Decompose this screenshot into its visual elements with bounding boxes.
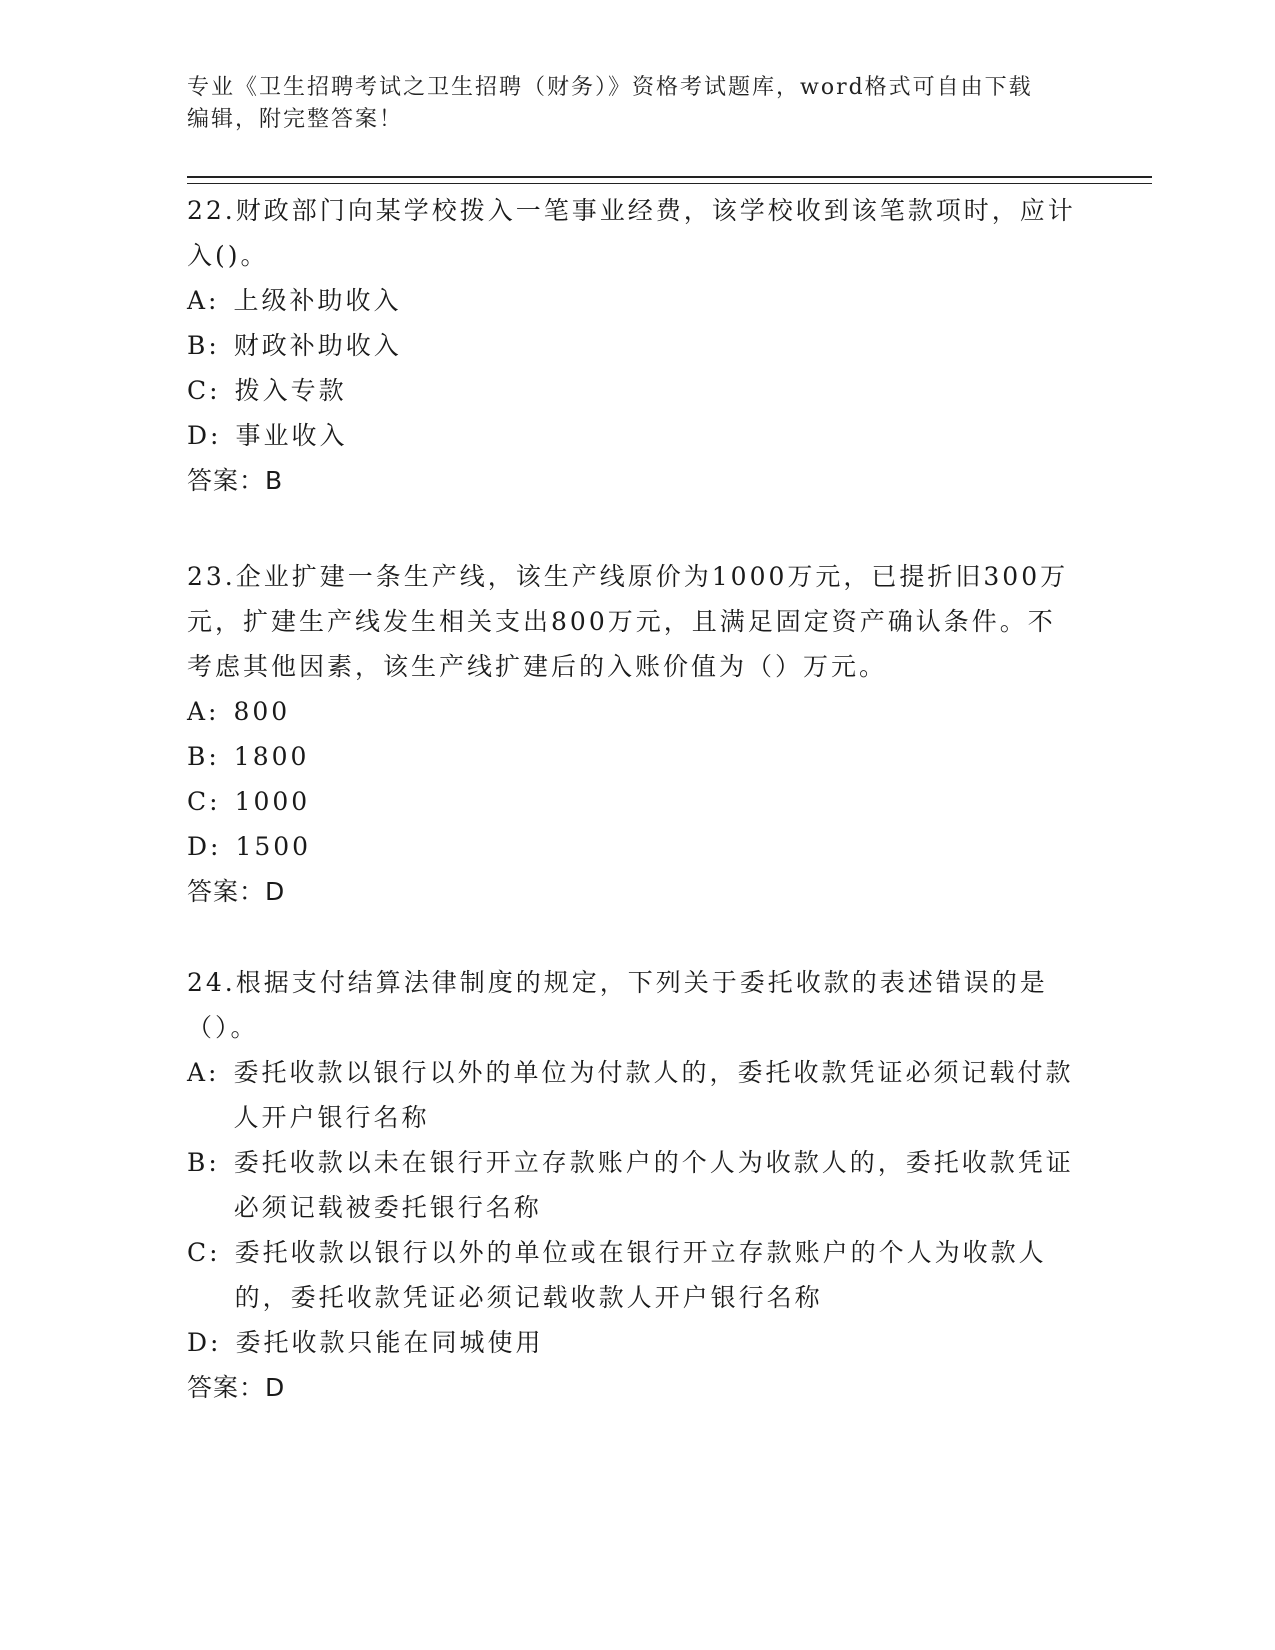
option-letter: C: [187, 376, 221, 405]
option-a [187, 689, 1077, 734]
question-stem: 23.企业扩建一条生产线，该生产线原价为1000万元，已提折旧300万元，扩建生产线发生相关支出800万元，且满足固定资产确认条件。不考虑其他因素，该生产线扩建后的入账价值为（）万元。 [187, 562, 1069, 681]
question-24 [187, 960, 1077, 1410]
option-letter: B: [187, 331, 220, 360]
option-c [187, 368, 1077, 413]
option-text: 1800 [233, 742, 310, 771]
option-text: 事业收入 [235, 421, 348, 450]
option-text: 上级补助收入 [233, 286, 402, 315]
option-text: 委托收款只能在同城使用 [235, 1328, 544, 1357]
option-a [187, 1050, 1077, 1140]
page-header [187, 72, 1087, 136]
option-b [187, 734, 1077, 779]
option-text: 委托收款以银行以外的单位或在银行开立存款账户的个人为收款人的，委托收款凭证必须记载收款人开户银行名称 [234, 1238, 1047, 1312]
question-stem: 24.根据支付结算法律制度的规定，下列关于委托收款的表述错误的是（）。 [187, 968, 1048, 1042]
answer-label: 答案：B [187, 466, 284, 495]
option-c [187, 779, 1077, 824]
option-b [187, 1140, 1077, 1230]
answer-label: 答案：D [187, 1373, 286, 1402]
option-text: 委托收款以银行以外的单位为付款人的，委托收款凭证必须记载付款人开户银行名称 [233, 1058, 1074, 1132]
question-stem: 22.财政部门向某学校拨入一笔事业经费，该学校收到该笔款项时，应计入()。 [187, 196, 1076, 270]
option-letter: C: [187, 1238, 221, 1267]
answer-label: 答案：D [187, 877, 286, 906]
option-letter: A: [187, 697, 220, 726]
option-letter: C: [187, 787, 221, 816]
question-23 [187, 554, 1077, 914]
option-a [187, 278, 1077, 323]
option-letter: B: [187, 1148, 220, 1177]
option-letter: A: [187, 1058, 220, 1087]
option-letter: D: [187, 421, 222, 450]
option-b [187, 323, 1077, 368]
question-22 [187, 188, 1077, 503]
option-text: 拨入专款 [234, 376, 347, 405]
header-line-1: 专业《卫生招聘考试之卫生招聘（财务）》资格考试题库，word格式可自由下载 [187, 75, 1033, 100]
option-text: 1500 [235, 832, 312, 861]
option-d [187, 1320, 1077, 1365]
option-letter: D: [187, 1328, 222, 1357]
option-text: 1000 [234, 787, 311, 816]
option-text: 财政补助收入 [233, 331, 402, 360]
option-d [187, 413, 1077, 458]
option-d [187, 824, 1077, 869]
option-c [187, 1230, 1077, 1320]
option-letter: B: [187, 742, 220, 771]
option-letter: D: [187, 832, 222, 861]
option-text: 800 [233, 697, 291, 726]
option-letter: A: [187, 286, 220, 315]
option-text: 委托收款以未在银行开立存款账户的个人为收款人的，委托收款凭证必须记载被委托银行名称 [233, 1148, 1074, 1222]
header-line-2: 编辑，附完整答案！ [187, 107, 404, 132]
header-divider [187, 176, 1152, 184]
